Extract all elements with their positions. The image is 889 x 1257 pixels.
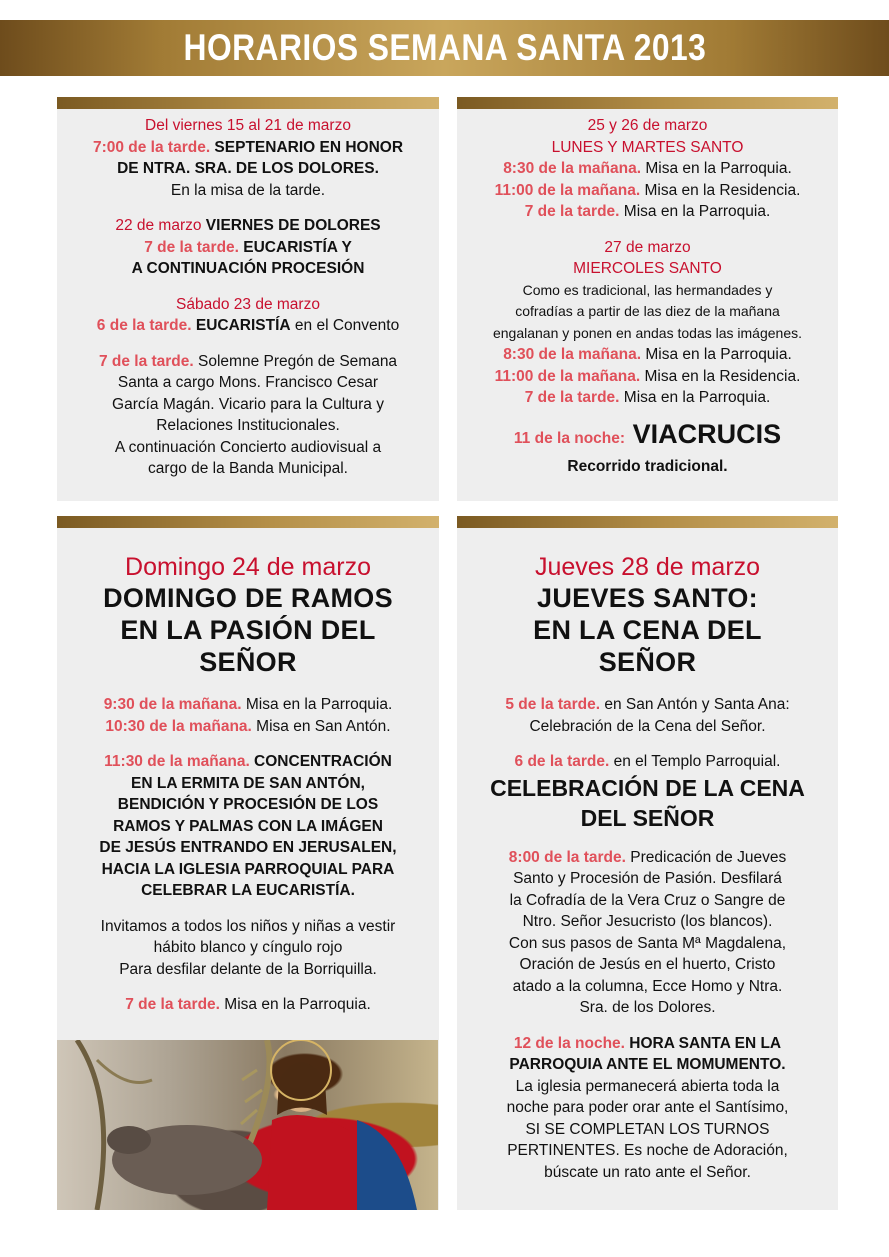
event-text: A CONTINUACIÓN PROCESIÓN bbox=[131, 260, 365, 277]
event-text: DE JESÚS ENTRANDO EN JERUSALEN, bbox=[99, 839, 397, 856]
event-text: Predicación de Jueves bbox=[625, 848, 787, 866]
time-label: 12 de la noche. bbox=[513, 1034, 625, 1052]
schedule-panel-25-27-march bbox=[457, 97, 838, 501]
day-date: Domingo 24 de marzo bbox=[125, 553, 371, 581]
event-text: Relaciones Institucionales. bbox=[156, 417, 340, 434]
event-title: VIACRUCIS bbox=[625, 418, 782, 449]
time-label: 8:30 de la mañana. bbox=[503, 346, 642, 363]
misa-tarde-block bbox=[65, 994, 431, 1016]
event-text: noche para poder orar ante el Santísimo, bbox=[506, 1099, 789, 1116]
day-title: DOMINGO DE RAMOS bbox=[103, 583, 393, 613]
event-text: Misa en la Residencia. bbox=[640, 367, 801, 385]
event-text: García Magán. Vicario para la Cultura y bbox=[112, 395, 384, 413]
time-label: 11:00 de la mañana. bbox=[494, 367, 641, 385]
event-text: Santo y Procesión de Pasión. Desfilará bbox=[513, 870, 782, 887]
event-text: DE NTRA. SRA. DE LOS DOLORES. bbox=[117, 160, 379, 177]
event-text: EN LA ERMITA DE SAN ANTÓN, bbox=[131, 774, 365, 792]
event-text: Con sus pasos de Santa Mª Magdalena, bbox=[508, 934, 787, 952]
lunes-martes-block bbox=[465, 115, 830, 223]
event-text: HACIA LA IGLESIA PARROQUIAL PARA bbox=[101, 860, 395, 878]
hora-santa-block bbox=[465, 1033, 830, 1184]
gold-bar bbox=[57, 516, 439, 528]
event-text: CONCENTRACIÓN bbox=[249, 753, 392, 770]
san-anton-block bbox=[465, 694, 830, 737]
day-title: EN LA CENA DEL bbox=[533, 615, 762, 645]
misas-block bbox=[65, 694, 431, 737]
title-banner bbox=[0, 20, 889, 76]
event-text: VIERNES DE DOLORES bbox=[201, 217, 381, 234]
time-label: 7:00 de la tarde. bbox=[92, 138, 211, 156]
event-text: Misa en la Parroquia. bbox=[619, 203, 771, 220]
invitation-block bbox=[65, 916, 431, 981]
jueves-header bbox=[465, 552, 830, 678]
gold-bar bbox=[457, 97, 838, 109]
event-text: Como es tradicional, las hermandades y bbox=[522, 281, 773, 298]
time-label: 11:30 de la mañana. bbox=[104, 753, 250, 770]
event-text: cofradías a partir de las diez de la mañana bbox=[515, 303, 780, 319]
time-label: 8:00 de la tarde. bbox=[508, 848, 626, 866]
event-text: engalanan y ponen en andas todas las imágenes. bbox=[492, 324, 802, 341]
event-text: Solemne Pregón de Semana bbox=[193, 352, 398, 370]
day-title: SEÑOR bbox=[199, 647, 297, 677]
event-text: Misa en la Parroquia. bbox=[619, 389, 771, 406]
event-text: Misa en la Parroquia. bbox=[641, 346, 792, 363]
concentracion-block bbox=[65, 751, 431, 902]
event-text: Santa a cargo Mons. Francisco Cesar bbox=[117, 374, 379, 391]
event-text: A continuación Concierto audiovisual a bbox=[114, 438, 382, 456]
time-label: 6 de la tarde. bbox=[96, 317, 192, 334]
date-line: Del viernes 15 al 21 de marzo bbox=[145, 117, 351, 134]
event-text: búscate un rato ante el Señor. bbox=[544, 1163, 751, 1181]
time-label: 5 de la tarde. bbox=[505, 696, 601, 713]
time-label: 10:30 de la mañana. bbox=[105, 717, 252, 735]
event-text: Invitamos a todos los niños y niñas a vestir bbox=[100, 917, 396, 935]
event-text: CELEBRAR LA EUCARISTÍA. bbox=[141, 882, 355, 899]
miercoles-block bbox=[465, 237, 830, 409]
event-text: la Cofradía de la Vera Cruz o Sangre de bbox=[509, 891, 786, 909]
day-date: Jueves 28 de marzo bbox=[534, 553, 761, 581]
event-text: PERTINENTES. Es noche de Adoración, bbox=[507, 1142, 788, 1159]
event-text: RAMOS Y PALMAS CON LA IMÁGEN bbox=[113, 817, 383, 835]
event-place: en el Convento bbox=[290, 317, 400, 334]
day-title: EN LA PASIÓN DEL bbox=[120, 615, 376, 645]
event-text: Ntro. Señor Jesucristo (los blancos). bbox=[522, 913, 773, 930]
time-label: 7 de la tarde. bbox=[144, 238, 239, 256]
event-text: HORA SANTA EN LA bbox=[624, 1034, 782, 1052]
time-label: 11:00 de la mañana. bbox=[494, 181, 641, 199]
event-text: EUCARISTÍA Y bbox=[238, 238, 352, 256]
event-text: EUCARISTÍA bbox=[191, 317, 291, 334]
date-line: 27 de marzo bbox=[604, 238, 691, 256]
event-title: DEL SEÑOR bbox=[580, 804, 715, 831]
schedule-panel-jueves-santo bbox=[457, 516, 838, 1210]
time-label: 7 de la tarde. bbox=[98, 352, 194, 370]
event-text: Oración de Jesús en el huerto, Cristo bbox=[519, 956, 776, 973]
event-text: Misa en San Antón. bbox=[251, 717, 391, 735]
event-text: PARROQUIA ANTE EL MOMUMENTO. bbox=[509, 1056, 786, 1073]
gold-bar bbox=[57, 97, 439, 109]
time-label: 11 de la noche: bbox=[513, 429, 626, 447]
event-text: hábito blanco y cíngulo rojo bbox=[153, 939, 343, 956]
time-label: 9:30 de la mañana. bbox=[103, 696, 242, 713]
event-note: En la misa de la tarde. bbox=[170, 181, 326, 199]
time-label: 7 de la tarde. bbox=[125, 996, 220, 1013]
event-text: SI SE COMPLETAN LOS TURNOS bbox=[525, 1120, 770, 1138]
event-text: BENDICIÓN Y PROCESIÓN DE LOS bbox=[117, 796, 379, 813]
page-title: HORARIOS SEMANA SANTA 2013 bbox=[183, 27, 706, 68]
event-text: en San Antón y Santa Ana: bbox=[600, 696, 790, 713]
schedule-panel-15-23-march bbox=[57, 97, 439, 501]
procesion-block bbox=[465, 847, 830, 1019]
day-title: SEÑOR bbox=[598, 647, 697, 677]
day-name: MIERCOLES SANTO bbox=[573, 260, 722, 277]
event-text: SEPTENARIO EN HONOR bbox=[210, 138, 404, 156]
event-text: atado a la columna, Ecce Homo y Ntra. bbox=[512, 977, 783, 995]
event-text: Misa en la Residencia. bbox=[640, 181, 801, 199]
date-line: Sábado 23 de marzo bbox=[176, 295, 320, 313]
event-text: Misa en la Parroquia. bbox=[241, 696, 393, 713]
jesus-entering-jerusalem-photo bbox=[57, 1040, 438, 1210]
date-label: 22 de marzo bbox=[115, 217, 202, 234]
event-text: cargo de la Banda Municipal. bbox=[148, 460, 348, 477]
event-text: Sra. de los Dolores. bbox=[579, 999, 716, 1016]
time-label: 7 de la tarde. bbox=[524, 203, 620, 220]
date-line: 25 y 26 de marzo bbox=[587, 117, 708, 134]
pregon-block bbox=[65, 351, 431, 480]
time-label: 6 de la tarde. bbox=[514, 753, 610, 770]
sabado-block bbox=[65, 294, 431, 337]
templo-block bbox=[465, 751, 830, 833]
viernes-dolores-block bbox=[65, 215, 431, 280]
photo-illustration bbox=[57, 1040, 438, 1210]
time-label: 7 de la tarde. bbox=[524, 389, 620, 406]
event-text: Recorrido tradicional. bbox=[567, 457, 728, 475]
domingo-header bbox=[65, 552, 431, 678]
event-text: Para desfilar delante de la Borriquilla. bbox=[119, 960, 377, 978]
time-label: 8:30 de la mañana. bbox=[503, 160, 642, 177]
event-text: Misa en la Parroquia. bbox=[641, 160, 792, 177]
viacrucis-block bbox=[465, 417, 830, 478]
event-text: Misa en la Parroquia. bbox=[219, 996, 371, 1013]
gold-bar bbox=[457, 516, 838, 528]
event-text: La iglesia permanecerá abierta toda la bbox=[515, 1077, 780, 1095]
day-name: LUNES Y MARTES SANTO bbox=[551, 138, 744, 156]
event-text: Celebración de la Cena del Señor. bbox=[529, 717, 766, 735]
day-title: JUEVES SANTO: bbox=[537, 583, 758, 613]
event-text: en el Templo Parroquial. bbox=[609, 753, 781, 770]
septenario-block bbox=[65, 115, 431, 201]
event-title: CELEBRACIÓN DE LA CENA bbox=[490, 774, 805, 801]
